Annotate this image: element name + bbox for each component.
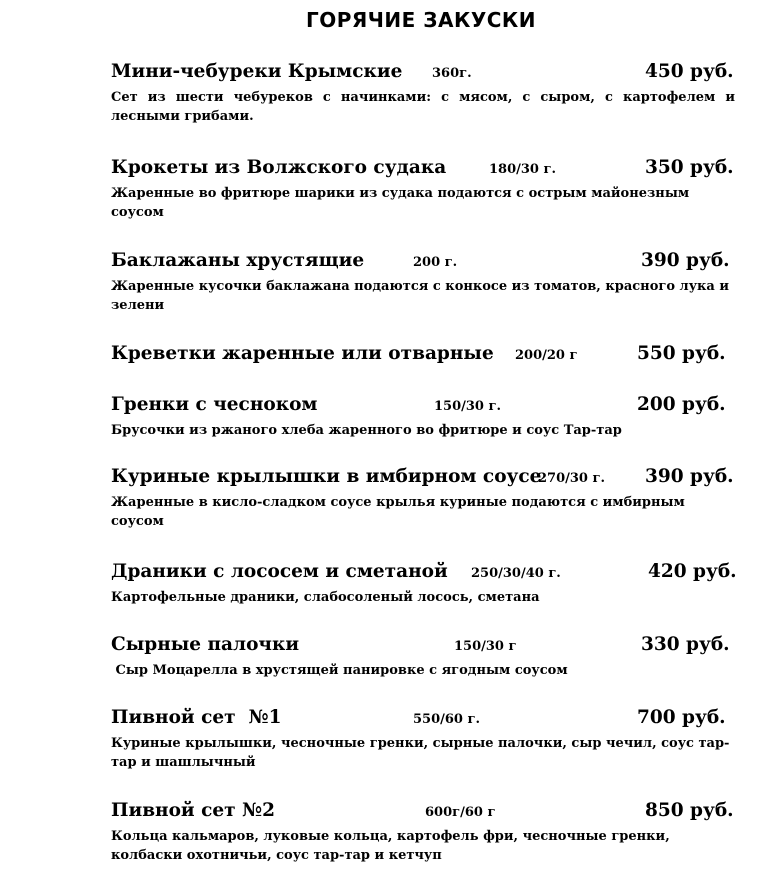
- item-price: 350 руб.: [645, 157, 734, 178]
- item-name: Пивной сет №2: [111, 800, 276, 821]
- item-name: Сырные палочки: [111, 634, 300, 655]
- item-name: Креветки жаренные или отварные: [111, 343, 494, 364]
- item-price: 550 руб.: [637, 343, 726, 364]
- item-price: 390 руб.: [645, 466, 734, 487]
- item-weight: 360г.: [432, 66, 472, 81]
- item-description: Кольца кальмаров, луковые кольца, картофель фри, чесночные гренки, колбаски охотничьи, соус тар-тар и кетчуп: [111, 829, 670, 863]
- item-weight: 270/30 г.: [538, 471, 605, 486]
- item-name: Куриные крылышки в имбирном соусе: [111, 466, 542, 487]
- item-name: Гренки с чесноком: [111, 394, 318, 415]
- item-weight: 180/30 г.: [489, 162, 556, 177]
- item-price: 700 руб.: [637, 707, 726, 728]
- item-description: Куриные крылышки, чесночные гренки, сырные палочки, сыр чечил, соус тар-тар и шашлычный: [111, 736, 730, 770]
- item-weight: 250/30/40 г.: [471, 566, 561, 581]
- item-name: Крокеты из Волжского судака: [111, 157, 447, 178]
- item-weight: 600г/60 г: [425, 805, 496, 820]
- item-weight: 150/30 г: [454, 639, 517, 654]
- item-weight: 150/30 г.: [434, 399, 501, 414]
- item-price: 420 руб.: [648, 561, 737, 582]
- item-description: Жаренные во фритюре шарики из судака подаются с острым майонезным соусом: [111, 186, 690, 220]
- item-price: 330 руб.: [641, 634, 730, 655]
- item-price: 390 руб.: [641, 250, 730, 271]
- item-description: Жаренные в кисло-сладком соусе крылья куриные подаются с имбирным соусом: [111, 495, 685, 529]
- item-description: Картофельные драники, слабосоленый лосось, сметана: [111, 590, 540, 605]
- item-name: Баклажаны хрустящие: [111, 250, 365, 271]
- item-weight: 200/20 г: [515, 348, 578, 363]
- item-description: Жаренные кусочки баклажана подаются с конкосе из томатов, красного лука и зелени: [111, 279, 729, 313]
- item-name: Мини-чебуреки Крымские: [111, 61, 403, 82]
- item-weight: 550/60 г.: [413, 712, 480, 727]
- item-name: Драники с лососем и сметаной: [111, 561, 448, 582]
- item-description: Сет из шести чебуреков с начинками: с мясом, с сыром, с картофелем и лесными грибами.: [111, 90, 735, 124]
- item-price: 450 руб.: [645, 61, 734, 82]
- item-weight: 200 г.: [413, 255, 458, 270]
- item-name: Пивной сет №1: [111, 707, 282, 728]
- item-description: Брусочки из ржаного хлеба жаренного во фритюре и соус Тар-тар: [111, 423, 622, 438]
- item-description: Сыр Моцарелла в хрустящей панировке с ягодным соусом: [111, 663, 568, 678]
- page-title: ГОРЯЧИЕ ЗАКУСКИ: [305, 8, 537, 32]
- item-price: 200 руб.: [637, 394, 726, 415]
- item-price: 850 руб.: [645, 800, 734, 821]
